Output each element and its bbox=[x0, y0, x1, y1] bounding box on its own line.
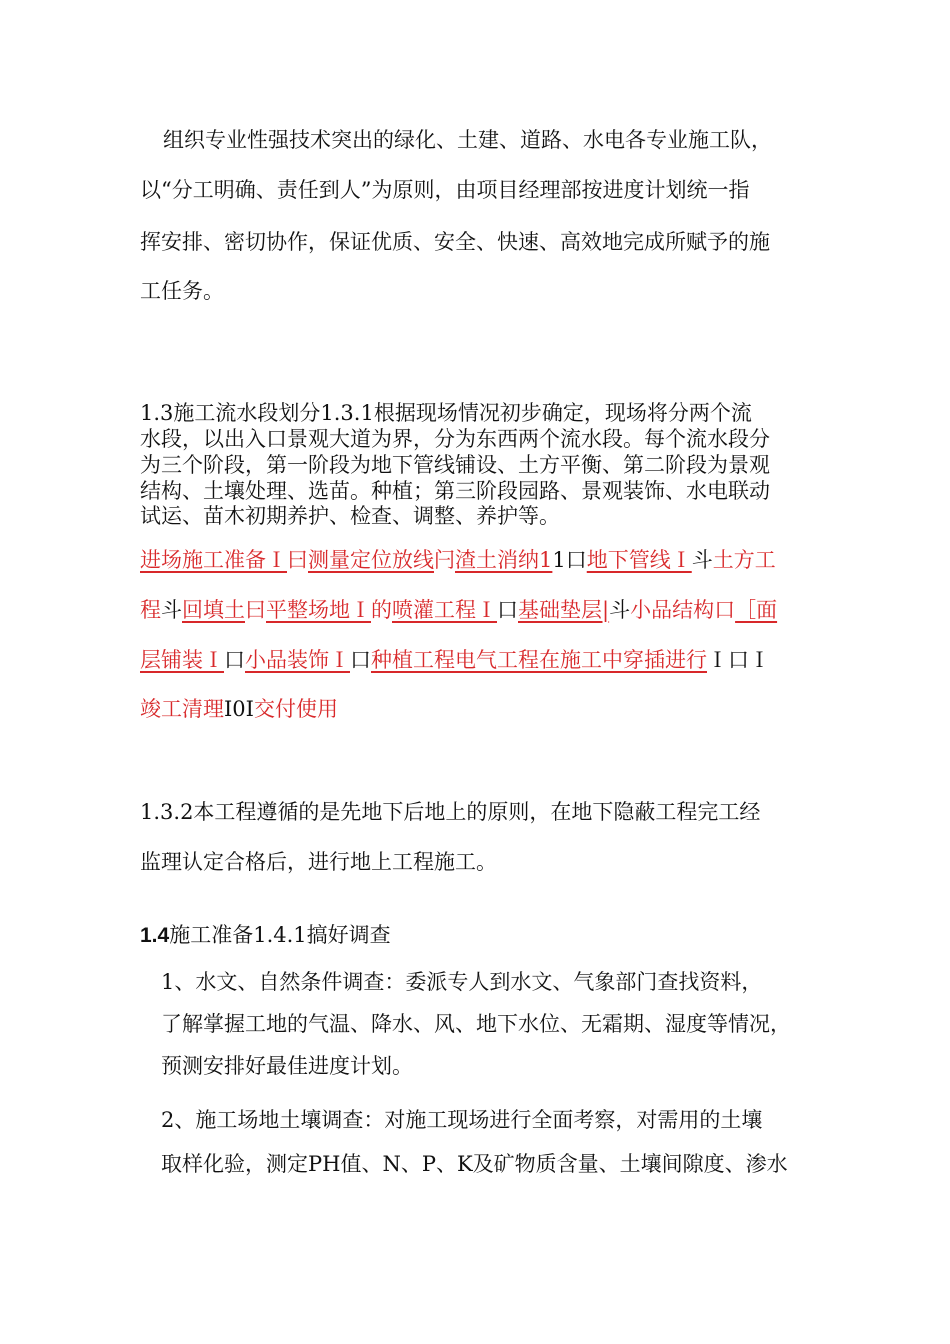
section13-line-3: 为三个阶段，第一阶段为地下管线铺设、土方平衡、第二阶段为景观 bbox=[140, 453, 770, 477]
flow-step-pipeline: 地下管线Ｉ bbox=[586, 548, 692, 572]
flow-arrow: 口 bbox=[350, 648, 371, 672]
flow-arrow: 口 bbox=[497, 598, 518, 622]
flow-step-decoration: 小品装饰Ｉ bbox=[245, 648, 350, 672]
flow-line-3 bbox=[140, 648, 770, 672]
section13-line-5: 试运、苗木初期养护、检查、调整、养护等。 bbox=[140, 504, 560, 528]
section14-title: 施工准备1.4.1搞好调查 bbox=[169, 923, 391, 947]
flow-line-4 bbox=[140, 697, 338, 721]
flow-step-leveling: 平整场地Ｉ bbox=[266, 598, 371, 622]
item2-line-1: 2、施工场地土壤调查：对施工现场进行全面考察，对需用的土壤 bbox=[161, 1108, 763, 1132]
section13-line-1: 1.3施工流水段划分1.3.1根据现场情况初步确定，现场将分两个流 bbox=[140, 401, 752, 425]
flow-step-cleanup: 竣工清理 bbox=[140, 697, 224, 721]
item1-line-3: 预测安排好最佳进度计划。 bbox=[161, 1054, 413, 1078]
flow-step-muck: 渣土消纳 bbox=[455, 548, 539, 572]
flow-step-handover: 交付使用 bbox=[253, 697, 338, 721]
flow-arrow: 口 bbox=[224, 648, 245, 672]
para1-line-1: 组织专业性强技术突出的绿化、土建、道路、水电各专业施工队， bbox=[163, 128, 772, 152]
flow-step-earthwork-cont: 程 bbox=[140, 598, 161, 622]
flow-step-survey: 测量定位放线 bbox=[308, 548, 434, 572]
section13-line-2: 水段，以出入口景观大道为界，分为东西两个流水段。每个流水段分 bbox=[140, 427, 770, 451]
flow-arrow: Ｉ口Ｉ bbox=[707, 648, 770, 672]
flow-arrow: 闩 bbox=[434, 548, 455, 572]
para1-line-3: 挥安排、密切协作，保证优质、安全、快速、高效地完成所赋予的施 bbox=[140, 230, 770, 254]
flow-step-base: 基础垫层| bbox=[518, 598, 610, 622]
item1-line-2: 了解掌握工地的气温、降水、风、地下水位、无霜期、湿度等情况， bbox=[161, 1012, 791, 1036]
flow-arrow: 曰 bbox=[287, 548, 308, 572]
flow-line-1 bbox=[140, 548, 776, 572]
flow-arrow: 的 bbox=[371, 598, 392, 622]
flow-step-earthwork: 土方工 bbox=[712, 548, 776, 572]
section13-line-4: 结构、土壤处理、选苗。种植；第三阶段园路、景观装饰、水电联动 bbox=[140, 479, 770, 503]
flow-step-backfill: 回填土 bbox=[182, 598, 245, 622]
para1-line-4: 工任务。 bbox=[140, 279, 224, 303]
flow-step-paving: ［面 bbox=[735, 598, 778, 622]
flow-step-planting: 种植工程电气工程在施工中穿插进行 bbox=[371, 648, 707, 672]
flow-arrow: I0I bbox=[224, 697, 254, 721]
flow-arrow: 斗 bbox=[691, 548, 713, 572]
flow-step-paving-cont: 层铺装Ｉ bbox=[140, 648, 224, 672]
flow-arrow: 曰 bbox=[245, 598, 266, 622]
item2-line-2: 取样化验，测定PH值、N、P、K及矿物质含量、土壤间隙度、渗水 bbox=[161, 1152, 788, 1176]
flow-step-irrigation: 喷灌工程Ｉ bbox=[392, 598, 497, 622]
section14-heading bbox=[140, 923, 391, 948]
section132-line-1: 1.3.2本工程遵循的是先地下后地上的原则，在地下隐蔽工程完工经 bbox=[140, 800, 761, 824]
flow-arrow: 斗 bbox=[609, 598, 631, 622]
flow-step-structure: 小品结构口 bbox=[630, 598, 736, 622]
flow-arrow: 斗 bbox=[161, 598, 182, 622]
flow-step-prep: 进场施工准备Ｉ bbox=[140, 548, 287, 572]
flow-mark: 1 bbox=[539, 548, 553, 572]
section14-number: 1.4 bbox=[140, 924, 170, 947]
flow-arrow: 1口 bbox=[552, 548, 587, 572]
item1-line-1: 1、水文、自然条件调查：委派专人到水文、气象部门查找资料， bbox=[161, 970, 763, 994]
para1-line-2: 以“分工明确、责任到人”为原则，由项目经理部按进度计划统一指 bbox=[140, 178, 750, 202]
flow-line-2 bbox=[140, 598, 777, 622]
section132-line-2: 监理认定合格后，进行地上工程施工。 bbox=[140, 850, 497, 874]
